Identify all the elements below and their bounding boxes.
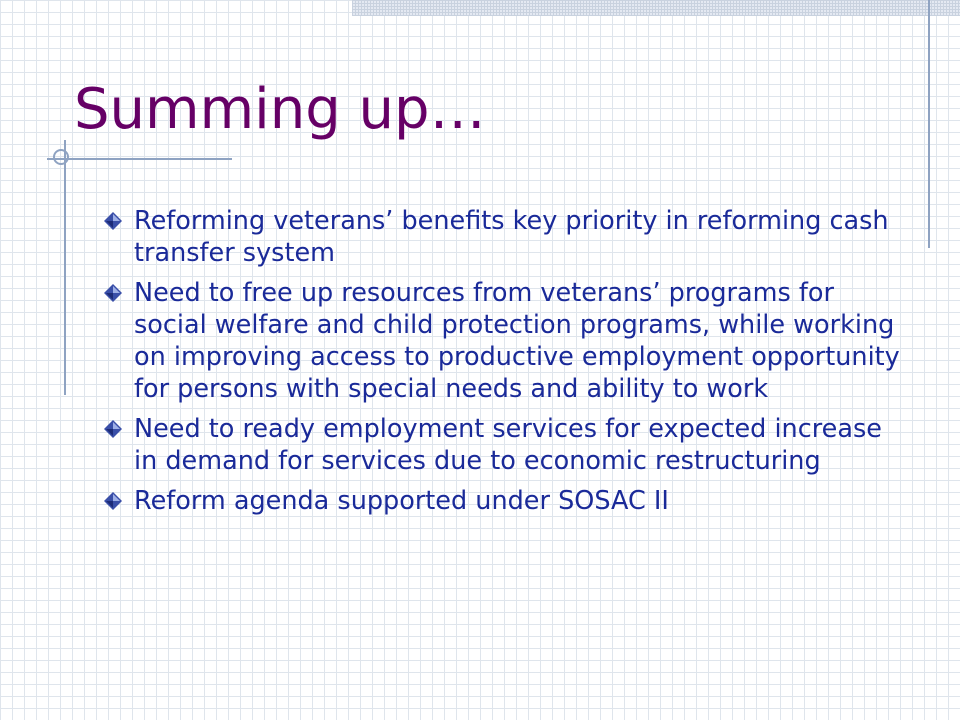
left-accent-line <box>64 140 66 395</box>
diamond-bullet-icon <box>104 420 122 438</box>
bullet-item <box>104 277 904 405</box>
diamond-bullet-icon <box>104 212 122 230</box>
slide-title: Summing up… <box>74 77 486 142</box>
top-decorative-band <box>352 0 960 16</box>
bullet-text: Need to free up resources from veterans’ programs for social welfare and child protection programs, while working on improving access to productive employment opportunity for persons with special needs and ability to work <box>134 278 900 404</box>
bullet-text: Need to ready employment services for expected increase in demand for services due to economic restructuring <box>134 414 882 476</box>
ring-ornament-icon <box>53 149 69 165</box>
diamond-bullet-icon <box>104 492 122 510</box>
diamond-bullet-icon <box>104 284 122 302</box>
bullet-item <box>104 413 904 477</box>
title-underline <box>47 158 232 160</box>
bullet-item <box>104 205 904 269</box>
bullet-item <box>104 485 904 517</box>
bullet-text: Reforming veterans’ benefits key priority in reforming cash transfer system <box>134 206 889 268</box>
bullet-text: Reform agenda supported under SOSAC II <box>134 486 669 516</box>
bullet-list <box>104 205 904 525</box>
right-accent-line <box>928 0 930 248</box>
